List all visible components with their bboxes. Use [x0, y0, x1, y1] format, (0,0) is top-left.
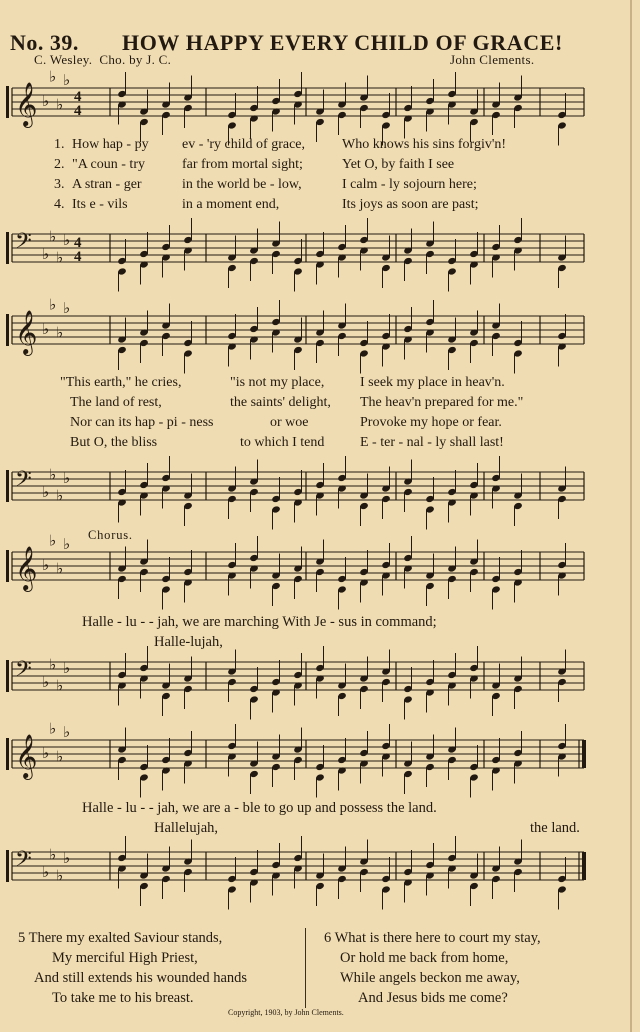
- treble-clef-icon: 𝄞: [15, 734, 38, 778]
- flat-icon: ♭: [42, 744, 50, 762]
- note-chord: [117, 239, 127, 292]
- treble-clef-icon: 𝄞: [15, 546, 38, 590]
- note-chord: [337, 738, 347, 791]
- note-chord: [271, 477, 281, 530]
- note-chord: [425, 660, 435, 713]
- note-chord: [183, 731, 193, 784]
- music-staff-treble-1: [0, 67, 640, 134]
- note-chord: [227, 543, 237, 596]
- note-chord: [139, 745, 149, 798]
- system-bracket: [6, 86, 9, 118]
- system-bracket: [6, 470, 9, 502]
- final-barline: [582, 740, 586, 768]
- stanza-5-line: There my exalted Saviour stands,: [28, 930, 223, 946]
- note-chord: [447, 239, 457, 292]
- time-signature-top: 4: [74, 89, 82, 105]
- note-chord: [425, 843, 435, 896]
- verse-4-line-b: But O, the bliss to which I tend E - ter - nal - ly shall last!: [70, 435, 504, 450]
- bass-clef-icon: 𝄢: [15, 229, 32, 259]
- note-chord: [425, 477, 435, 530]
- music-staff-bass-2: [0, 462, 640, 518]
- note-chord: [183, 321, 193, 374]
- note-chord: [183, 550, 193, 603]
- note-chord: [139, 646, 149, 699]
- note-chord: [447, 836, 457, 889]
- treble-clef-icon: 𝄞: [15, 310, 38, 354]
- system-bracket: [6, 232, 9, 264]
- flat-icon: ♭: [63, 299, 71, 317]
- note-chord: [381, 724, 391, 777]
- note-chord: [293, 72, 303, 125]
- note-chord: [557, 543, 567, 596]
- note-chord: [117, 836, 127, 889]
- flat-icon: ♭: [63, 723, 71, 741]
- system-bracket: [6, 850, 9, 882]
- flat-icon: ♭: [56, 866, 64, 885]
- music-staff-treble-4: [0, 719, 640, 786]
- note-chord: [425, 79, 435, 132]
- note-chord: [447, 653, 457, 706]
- hymn-number: No. 39.: [10, 30, 79, 55]
- note-chord: [315, 646, 325, 699]
- chorus-label: Chorus.: [88, 528, 133, 542]
- verse-4-line: 4. Its e - vils in a moment end, Its joys as soon are past;: [54, 197, 479, 212]
- verse-2-line-b: The land of rest, the saints' delight, The heav'n prepared for me.": [70, 395, 524, 410]
- stanza-5-line: To take me to his breast.: [52, 990, 194, 1006]
- flat-icon: ♭: [49, 531, 57, 550]
- flat-icon: ♭: [56, 559, 64, 578]
- note-chord: [293, 653, 303, 706]
- staff-lines: [12, 740, 584, 768]
- time-signature-bottom: 4: [74, 249, 82, 265]
- note-chord: [161, 456, 171, 509]
- flat-icon: ♭: [63, 231, 71, 249]
- note-chord: [447, 72, 457, 125]
- time-signature-bottom: 4: [74, 103, 82, 119]
- note-chord: [117, 653, 127, 706]
- chorus-bass-lyric-2-end: the land.: [530, 820, 580, 836]
- note-chord: [315, 232, 325, 285]
- flat-icon: ♭: [56, 676, 64, 695]
- note-chord: [359, 321, 369, 374]
- note-chord: [381, 543, 391, 596]
- note-chord: [491, 456, 501, 509]
- verse-1-line-b: "This earth," he cries, "is not my place, I seek my place in heav'n.: [60, 375, 505, 390]
- note-chord: [337, 456, 347, 509]
- flat-icon: ♭: [56, 486, 64, 505]
- flat-icon: ♭: [56, 95, 64, 114]
- lyricist-credit: C. Wesley. Cho. by J. C.: [34, 52, 172, 67]
- bass-clef-icon: 𝄢: [15, 467, 32, 497]
- note-chord: [249, 850, 259, 903]
- note-chord: [161, 557, 171, 610]
- note-chord: [249, 86, 259, 139]
- verse-1-line: 1. How hap - py ev - 'ry child of grace, Who knows his sins forgiv'n!: [54, 137, 507, 152]
- note-chord: [403, 536, 413, 589]
- chorus-lyric-line-1: Halle - lu - - jah, we are marching With Je - sus in command;: [82, 614, 437, 630]
- flat-icon: ♭: [49, 295, 57, 314]
- note-chord: [117, 470, 127, 523]
- flat-icon: ♭: [42, 245, 50, 263]
- flat-icon: ♭: [63, 469, 71, 487]
- note-chord: [249, 667, 259, 720]
- verse-3-line: 3. A stran - ger in the world be - low, I calm - ly sojourn here;: [54, 177, 477, 192]
- chorus-lyric-line-2: Halle - lu - - jah, we are a - ble to go up and possess the land.: [82, 800, 437, 816]
- note-chord: [403, 850, 413, 903]
- flat-icon: ♭: [49, 227, 57, 246]
- note-chord: [359, 218, 369, 271]
- flat-icon: ♭: [49, 655, 57, 674]
- bass-clef-icon: 𝄢: [15, 847, 32, 877]
- note-chord: [469, 646, 479, 699]
- note-chord: [469, 463, 479, 516]
- note-chord: [139, 463, 149, 516]
- treble-clef-icon: 𝄞: [15, 82, 38, 126]
- note-chord: [513, 550, 523, 603]
- flat-icon: ♭: [63, 849, 71, 867]
- note-chord: [227, 724, 237, 777]
- flat-icon: ♭: [49, 67, 57, 86]
- flat-icon: ♭: [42, 320, 50, 338]
- note-chord: [557, 724, 567, 777]
- flat-icon: ♭: [49, 465, 57, 484]
- note-chord: [293, 836, 303, 889]
- note-chord: [161, 738, 171, 791]
- chorus-bass-lyric-1: Halle-lujah,: [154, 634, 223, 650]
- note-chord: [513, 731, 523, 784]
- verse-2-line: 2. "A coun - try far from mortal sight; Yet O, by faith I see: [54, 157, 455, 172]
- chorus-bass-lyric-2: Hallelujah,: [154, 820, 219, 836]
- note-chord: [491, 557, 501, 610]
- note-chord: [469, 232, 479, 285]
- hymn-title: HOW HAPPY EVERY CHILD OF GRACE!: [122, 30, 563, 55]
- note-chord: [425, 300, 435, 353]
- stanza-5-line: My merciful High Priest,: [52, 950, 198, 966]
- flat-icon: ♭: [63, 535, 71, 553]
- copyright-notice: Copyright, 1903, by John Clements.: [228, 1008, 344, 1017]
- time-signature-top: 4: [74, 235, 82, 251]
- composer-credit: John Clements.: [450, 52, 535, 67]
- system-bracket: [6, 660, 9, 692]
- system-bracket: [6, 314, 9, 346]
- stanza-6-line: And Jesus bids me come?: [358, 990, 508, 1006]
- note-chord: [359, 550, 369, 603]
- verse-3-line-b: Nor can its hap - pi - ness or woe Provoke my hope or fear.: [70, 415, 502, 430]
- note-chord: [403, 86, 413, 139]
- stanza-divider: [305, 928, 306, 1008]
- stanza-6-line: While angels beckon me away,: [340, 970, 520, 986]
- note-chord: [249, 307, 259, 360]
- note-chord: [249, 536, 259, 589]
- note-chord: [447, 470, 457, 523]
- stanza-6-line: What is there here to court my stay,: [334, 930, 541, 946]
- system-bracket: [6, 738, 9, 770]
- bass-clef-icon: 𝄢: [15, 657, 32, 687]
- flat-icon: ♭: [56, 248, 64, 267]
- flat-icon: ♭: [42, 483, 50, 501]
- note-chord: [271, 300, 281, 353]
- note-chord: [293, 470, 303, 523]
- note-chord: [491, 225, 501, 278]
- note-chord: [403, 667, 413, 720]
- note-chord: [381, 314, 391, 367]
- note-chord: [227, 314, 237, 367]
- note-chord: [271, 660, 281, 713]
- note-chord: [139, 232, 149, 285]
- music-staff-bass-4: [0, 842, 640, 898]
- note-chord: [183, 218, 193, 271]
- flat-icon: ♭: [42, 556, 50, 574]
- note-chord: [227, 857, 237, 910]
- note-chord: [271, 79, 281, 132]
- system-bracket: [6, 550, 9, 582]
- note-chord: [359, 731, 369, 784]
- flat-icon: ♭: [42, 863, 50, 881]
- flat-icon: ♭: [63, 659, 71, 677]
- music-staff-bass-3: [0, 652, 640, 708]
- note-chord: [161, 225, 171, 278]
- final-barline: [582, 852, 586, 880]
- note-chord: [513, 218, 523, 271]
- note-chord: [491, 738, 501, 791]
- note-chord: [403, 307, 413, 360]
- note-chord: [315, 745, 325, 798]
- note-chord: [271, 843, 281, 896]
- note-chord: [337, 557, 347, 610]
- music-staff-treble-2: [0, 295, 640, 362]
- note-chord: [381, 857, 391, 910]
- note-chord: [557, 857, 567, 910]
- note-chord: [293, 239, 303, 292]
- flat-icon: ♭: [49, 845, 57, 864]
- flat-icon: ♭: [49, 719, 57, 738]
- music-staff-bass-1: [0, 224, 640, 280]
- stanza-5-line: And still extends his wounded hands: [34, 970, 248, 986]
- note-chord: [557, 314, 567, 367]
- note-chord: [513, 321, 523, 374]
- stanza-6: [324, 928, 541, 1008]
- stanza-6-number: 6: [324, 930, 332, 946]
- note-chord: [337, 225, 347, 278]
- flat-icon: ♭: [56, 747, 64, 766]
- note-chord: [315, 463, 325, 516]
- note-chord: [117, 72, 127, 125]
- stanza-6-line: Or hold me back from home,: [340, 950, 509, 966]
- flat-icon: ♭: [56, 323, 64, 342]
- stanza-5: [18, 928, 247, 1008]
- stanza-5-number: 5: [18, 930, 26, 946]
- flat-icon: ♭: [42, 92, 50, 110]
- flat-icon: ♭: [42, 673, 50, 691]
- note-chord: [469, 745, 479, 798]
- flat-icon: ♭: [63, 71, 71, 89]
